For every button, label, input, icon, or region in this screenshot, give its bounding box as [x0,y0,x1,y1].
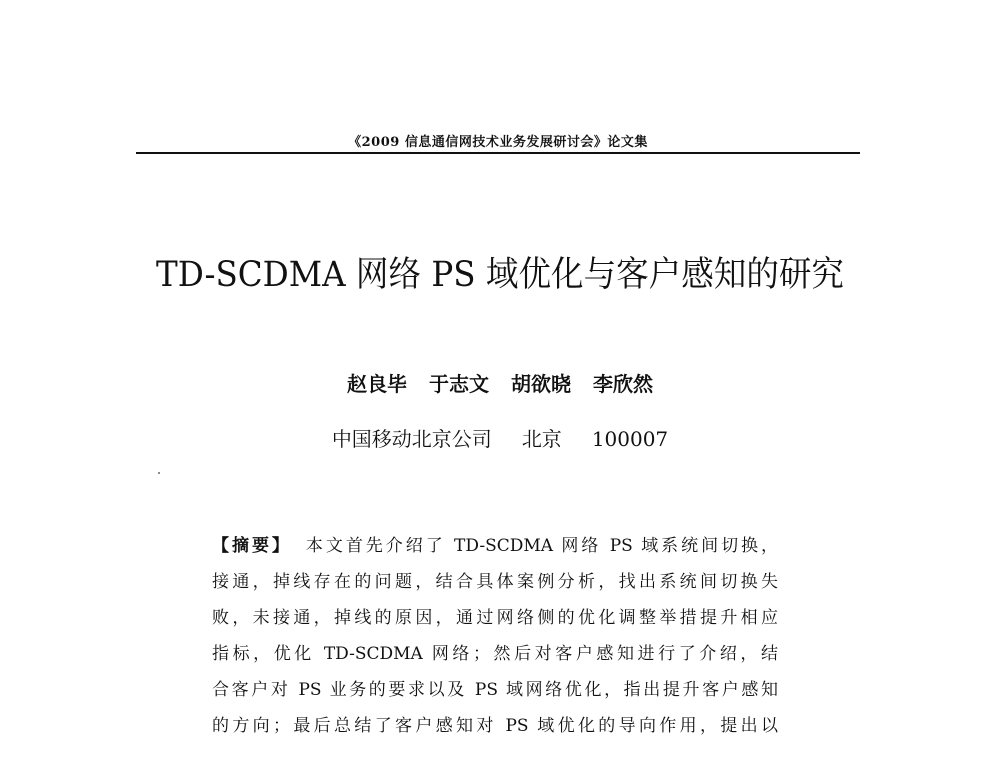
affiliation [0,423,1000,452]
affiliation-city: 北京 [521,427,562,451]
author-list [0,368,1000,397]
abstract-line: 败，未接通，掉线的原因，通过网络侧的优化调整举措提升相应 [212,608,778,628]
abstract-line: 合客户对 PS 业务的要求以及 PS 域网络优化，指出提升客户感知 [212,680,778,700]
scan-speck [158,472,160,474]
abstract-line: 指标，优化 TD-SCDMA 网络；然后对客户感知进行了介绍，结 [212,644,778,664]
author-name: 赵良毕 [347,372,407,396]
author-name: 李欣然 [593,372,653,396]
running-header: 《2009 信息通信网技术业务发展研讨会》论文集 [348,135,648,150]
abstract-label: 【摘要】 [212,536,292,556]
author-name: 胡欲晓 [511,372,571,396]
header-rule [136,152,860,154]
abstract [212,528,778,744]
affiliation-organization: 中国移动北京公司 [331,427,492,451]
abstract-line: 的方向；最后总结了客户感知对 PS 域优化的导向作用，提出以 [212,716,778,736]
abstract-line: 接通，掉线存在的问题，结合具体案例分析，找出系统间切换失 [212,572,778,592]
affiliation-postal-code: 100007 [591,427,669,451]
abstract-text: 本文首先介绍了 TD-SCDMA 网络 PS 域系统间切换， [305,536,779,556]
abstract-line [212,528,778,564]
paper-title: TD-SCDMA 网络 PS 域优化与客户感知的研究 [156,255,844,295]
author-name: 于志文 [429,372,489,396]
